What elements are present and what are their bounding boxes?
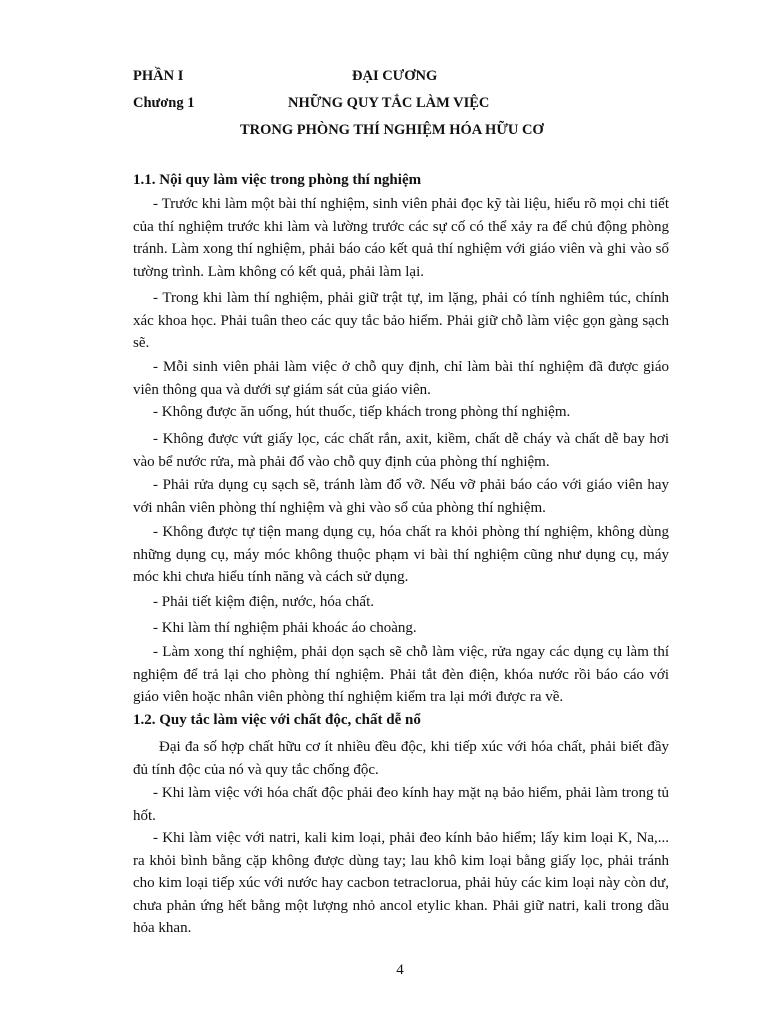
page-number: 4 bbox=[396, 962, 404, 978]
paragraph: - Phải rửa dụng cụ sạch sẽ, tránh làm đổ vỡ. Nếu vỡ phải báo cáo với giáo viên hay với nhân viên phòng thí nghiệm và ghi vào sổ của phòng thí nghiệm. bbox=[133, 477, 669, 516]
chapter-title-line2: TRONG PHÒNG THÍ NGHIỆM HÓA HỮU CƠ bbox=[240, 122, 544, 138]
chapter-title-line1: NHỮNG QUY TẮC LÀM VIỆC bbox=[288, 95, 490, 111]
paragraph: - Phải tiết kiệm điện, nước, hóa chất. bbox=[153, 594, 375, 610]
chapter-label: Chương 1 bbox=[133, 95, 195, 111]
paragraph: - Khi làm việc với hóa chất độc phải đeo kính hay mặt nạ bảo hiểm, phải làm trong tủ hốt. bbox=[133, 785, 669, 824]
section-heading-1-1: 1.1. Nội quy làm việc trong phòng thí nghiệm bbox=[133, 172, 422, 188]
section-heading-1-2: 1.2. Quy tắc làm việc với chất độc, chất dễ nổ bbox=[133, 712, 421, 728]
paragraph: - Trong khi làm thí nghiệm, phải giữ trật tự, im lặng, phải có tính nghiêm túc, chính xác khoa học. Phải tuân theo các quy tắc bảo hiểm. Phải giữ chỗ làm việc gọn gàng sạch sẽ. bbox=[133, 290, 669, 351]
paragraph: - Khi làm thí nghiệm phải khoác áo choàng. bbox=[153, 620, 417, 636]
paragraph: - Không được vứt giấy lọc, các chất rắn, axit, kiềm, chất dễ cháy và chất dễ bay hơi vào bể nước rửa, mà phải đổ vào chỗ quy định của phòng thí nghiệm. bbox=[133, 431, 669, 470]
paragraph: - Không được tự tiện mang dụng cụ, hóa chất ra khỏi phòng thí nghiệm, không dùng những dụng cụ, máy móc không thuộc phạm vi bài thí nghiệm cũng như dụng cụ, máy móc khi chưa hiểu tính năng và cách sử dụng. bbox=[133, 524, 669, 585]
paragraph: - Không được ăn uống, hút thuốc, tiếp khách trong phòng thí nghiệm. bbox=[153, 404, 571, 420]
paragraph: - Trước khi làm một bài thí nghiệm, sinh viên phải đọc kỹ tài liệu, hiểu rõ mọi chi tiết của thí nghiệm trước khi làm và lường trước các sự cố có thể xảy ra để chủ động phòng tránh. Làm xong thí nghiệm, phải báo cáo kết quả thí nghiệm với giáo viên và ghi vào sổ tường trình. Làm không có kết quả, phải làm lại. bbox=[133, 196, 669, 280]
part-title: ĐẠI CƯƠNG bbox=[352, 68, 438, 84]
paragraph: - Mỗi sinh viên phải làm việc ở chỗ quy định, chỉ làm bài thí nghiệm đã được giáo viên thông qua và dưới sự giám sát của giáo viên. bbox=[133, 359, 669, 398]
paragraph: - Khi làm việc với natri, kali kim loại, phải đeo kính bảo hiểm; lấy kim loại K, Na,... ra khỏi bình bằng cặp không được dùng tay; lau khô kim loại bằng giấy lọc, phải tránh cho kim loại tiếp xúc với nước hay cacbon tetraclorua, phải hủy các kim loại này còn dư, chưa phản ứng hết bằng một lượng nhỏ ancol etylic khan. Phải giữ natri, kali trong dầu hỏa khan. bbox=[133, 830, 669, 936]
part-label: PHẦN I bbox=[133, 68, 184, 84]
paragraph: - Làm xong thí nghiệm, phải dọn sạch sẽ chỗ làm việc, rửa ngay các dụng cụ làm thí nghiệm để trả lại cho phòng thí nghiệm. Phải tắt đèn điện, khóa nước rồi báo cáo với giáo viên hoặc nhân viên phòng thí nghiệm kiểm tra lại mới được ra về. bbox=[133, 644, 669, 705]
paragraph: Đại đa số hợp chất hữu cơ ít nhiều đều độc, khi tiếp xúc với hóa chất, phải biết đầy đủ tính độc của nó và quy tắc chống độc. bbox=[133, 739, 669, 778]
